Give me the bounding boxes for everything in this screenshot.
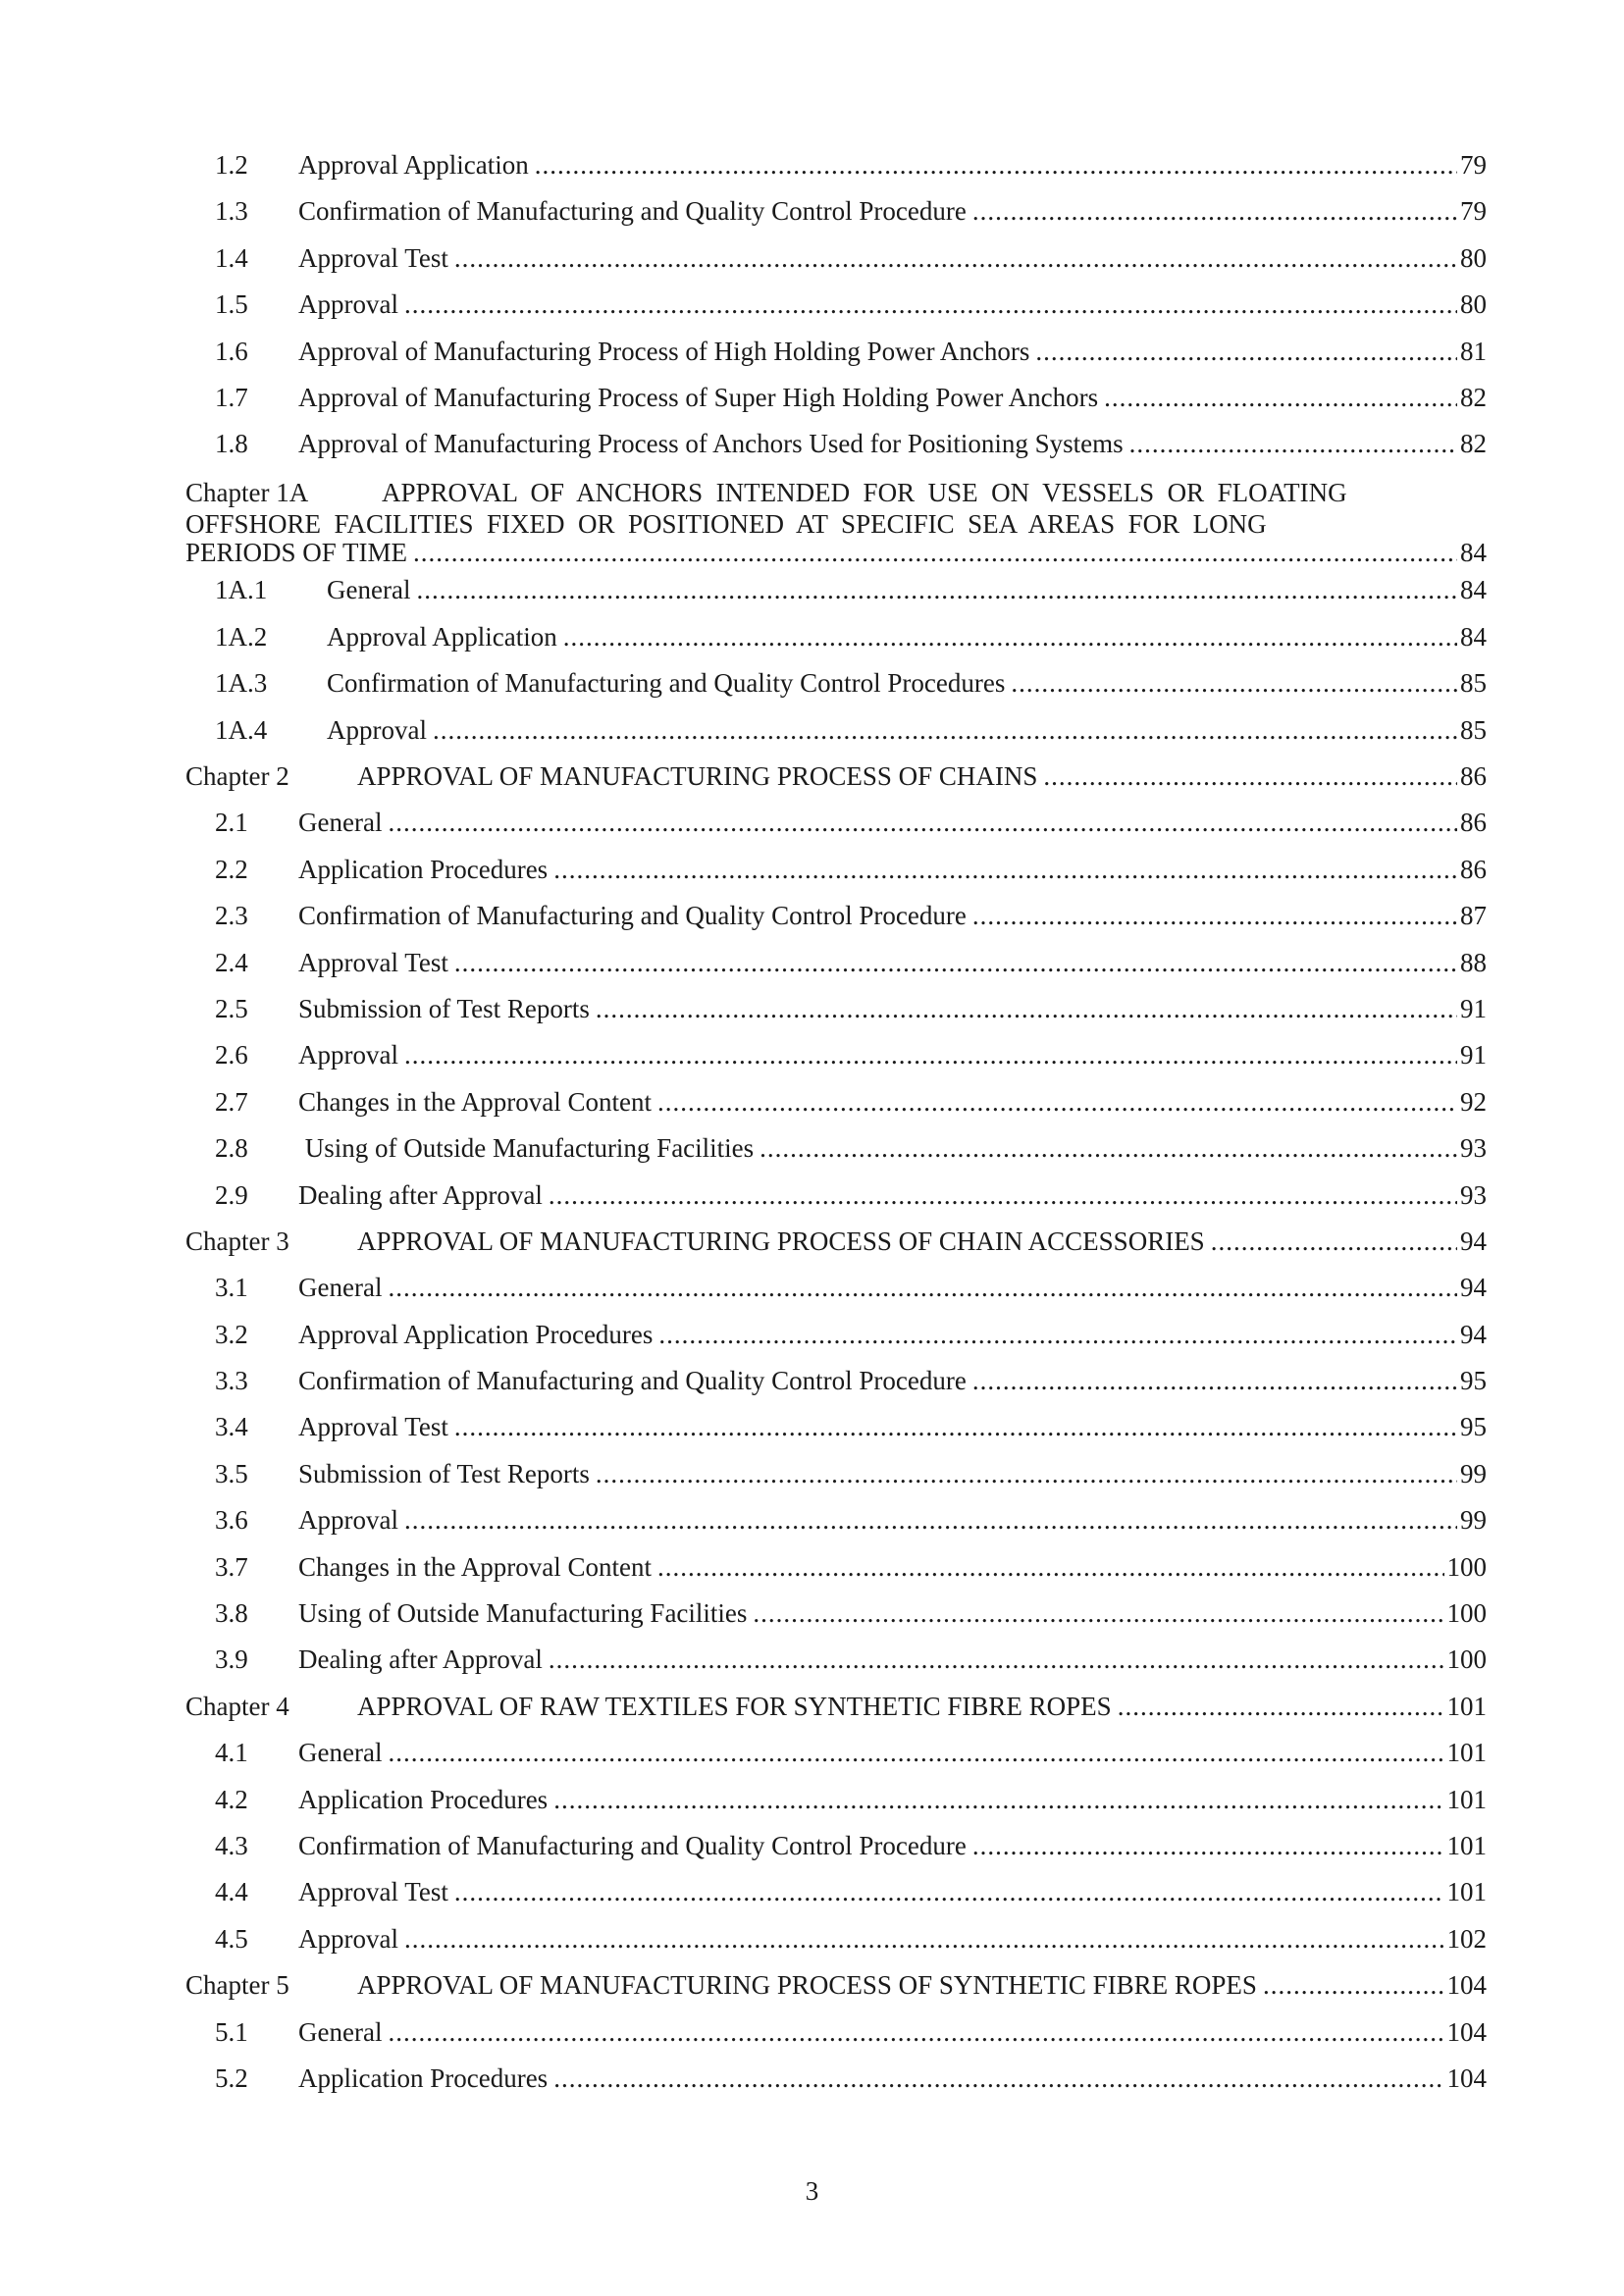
- toc-chapter-heading-3[interactable]: [185, 1228, 1487, 1275]
- toc-entry[interactable]: [185, 903, 1487, 949]
- section-number: 2.6: [215, 1040, 248, 1070]
- chapter-number: Chapter 3: [185, 1226, 289, 1256]
- page-number: 84: [1460, 575, 1487, 605]
- toc-entry[interactable]: [185, 152, 1487, 198]
- page-number: 101: [1446, 1784, 1487, 1814]
- dot-leader: [657, 1554, 1444, 1581]
- section-number: 1.7: [215, 382, 248, 412]
- page-number: 104: [1446, 2062, 1487, 2093]
- section-title: Dealing after Approval: [298, 1179, 543, 1210]
- section-number: 2.3: [215, 901, 248, 931]
- toc-entry[interactable]: [185, 198, 1487, 244]
- section-number: 3.3: [215, 1366, 248, 1396]
- toc-entry[interactable]: [185, 431, 1487, 477]
- page-number: 82: [1460, 382, 1487, 412]
- page-number: 91: [1460, 1040, 1487, 1070]
- page-number: 85: [1460, 714, 1487, 745]
- section-title: General: [298, 2016, 383, 2047]
- toc-entry[interactable]: [185, 1458, 1487, 1507]
- chapter-title: APPROVAL OF MANUFACTURING PROCESS OF SYNTHETIC FIBRE ROPES: [357, 1970, 1257, 2001]
- page-number: 84: [1460, 538, 1487, 568]
- section-title: Using of Outside Manufacturing Facilities: [298, 1598, 748, 1629]
- toc-block-chapter-1: [185, 152, 1487, 478]
- dot-leader: [535, 152, 1457, 179]
- dot-leader: [416, 577, 1457, 603]
- section-number: 3.7: [215, 1551, 248, 1582]
- dot-leader: [1129, 431, 1457, 457]
- chapter-number: Chapter 4: [185, 1691, 289, 1721]
- page-number: 94: [1460, 1226, 1487, 1256]
- page-number: 95: [1460, 1412, 1487, 1442]
- section-title: Confirmation of Manufacturing and Quality Control Procedure: [298, 901, 967, 931]
- dot-leader: [1118, 1694, 1444, 1720]
- toc-chapter-heading-1a[interactable]: [185, 478, 1487, 578]
- section-number: 3.8: [215, 1598, 248, 1629]
- page-number: 93: [1460, 1179, 1487, 1210]
- section-title: Approval of Manufacturing Process of Super High Holding Power Anchors: [298, 382, 1099, 412]
- chapter-title: APPROVAL OF MANUFACTURING PROCESS OF CHAINS: [357, 761, 1038, 792]
- section-number: 3.5: [215, 1458, 248, 1488]
- dot-leader: [1043, 763, 1457, 790]
- toc-entry[interactable]: [185, 382, 1487, 431]
- toc-block-chapter-2: [185, 809, 1487, 1228]
- section-title: Approval Application: [327, 621, 557, 652]
- toc-chapter-heading-5[interactable]: [185, 1972, 1487, 2018]
- chapter-title-line-3: PERIODS OF TIME: [185, 538, 408, 568]
- section-title: Approval Application: [298, 150, 529, 180]
- section-title: Submission of Test Reports: [298, 993, 590, 1023]
- chapter-title: APPROVAL OF MANUFACTURING PROCESS OF CHAIN ACCESSORIES: [357, 1226, 1205, 1256]
- chapter-title-line-1: APPROVAL OF ANCHORS INTENDED FOR USE ON VESSELS OR FLOATING: [382, 477, 1347, 507]
- section-number: 4.4: [215, 1877, 248, 1907]
- section-number: 3.2: [215, 1319, 248, 1349]
- dot-leader: [1104, 385, 1457, 411]
- section-number: 1.6: [215, 336, 248, 366]
- toc-entry[interactable]: [185, 1368, 1487, 1414]
- dot-leader: [596, 996, 1457, 1022]
- dot-leader: [454, 1414, 1457, 1440]
- section-title: Approval Test: [298, 1412, 448, 1442]
- dot-leader: [972, 198, 1457, 225]
- section-number: 1.4: [215, 242, 248, 273]
- section-title: Approval of Manufacturing Process of High Holding Power Anchors: [298, 336, 1030, 366]
- toc-entry[interactable]: [185, 1833, 1487, 1879]
- dot-leader: [404, 1507, 1457, 1534]
- section-title: Approval of Manufacturing Process of Anchors Used for Positioning Systems: [298, 429, 1124, 459]
- section-title: Approval Test: [298, 1877, 448, 1907]
- section-title: Approval Test: [298, 947, 448, 977]
- toc-entry[interactable]: [185, 714, 1487, 763]
- toc-entry[interactable]: [185, 1275, 1487, 1321]
- dot-leader: [454, 1879, 1444, 1905]
- section-number: 3.1: [215, 1273, 248, 1303]
- page-number: 94: [1460, 1273, 1487, 1303]
- section-number: 5.2: [215, 2062, 248, 2093]
- toc-chapter-heading-4[interactable]: [185, 1691, 1487, 1740]
- toc-entry[interactable]: [185, 1600, 1487, 1646]
- toc-entry[interactable]: [185, 670, 1487, 716]
- section-number: 2.5: [215, 993, 248, 1023]
- dot-leader: [404, 1926, 1444, 1953]
- toc-entry[interactable]: [185, 947, 1487, 996]
- toc-entry[interactable]: [185, 242, 1487, 291]
- dot-leader: [753, 1600, 1443, 1627]
- dot-leader: [972, 1833, 1444, 1859]
- table-of-contents: [185, 152, 1487, 2112]
- section-number: 3.4: [215, 1412, 248, 1442]
- dot-leader: [553, 1787, 1443, 1813]
- toc-block-chapter-1a: [185, 577, 1487, 763]
- section-number: 1.8: [215, 429, 248, 459]
- section-number: 1A.2: [215, 621, 268, 652]
- section-title: Confirmation of Manufacturing and Quality Control Procedure: [298, 196, 967, 227]
- page-number: 94: [1460, 1319, 1487, 1349]
- section-number: 1A.4: [215, 714, 268, 745]
- page-number: 86: [1460, 854, 1487, 884]
- toc-block-chapter-4: [185, 1740, 1487, 1972]
- section-title: General: [327, 575, 411, 605]
- dot-leader: [454, 950, 1457, 976]
- page-number: 92: [1460, 1086, 1487, 1117]
- section-title: Approval: [298, 289, 398, 320]
- dot-leader: [1263, 1972, 1444, 1999]
- page-number: 84: [1460, 621, 1487, 652]
- toc-entry[interactable]: [185, 1179, 1487, 1228]
- dot-leader: [563, 624, 1457, 651]
- section-number: 1A.3: [215, 668, 268, 699]
- chapter-title-line-2: OFFSHORE FACILITIES FIXED OR POSITIONED AT SPECIFIC SEA AREAS FOR LONG: [185, 508, 1267, 539]
- dot-leader: [596, 1461, 1457, 1487]
- chapter-number: Chapter 5: [185, 1970, 289, 2001]
- page-number: 100: [1446, 1551, 1487, 1582]
- section-number: 3.9: [215, 1644, 248, 1675]
- section-number: 2.8: [215, 1133, 248, 1164]
- section-number: 2.4: [215, 947, 248, 977]
- page-number: 79: [1460, 196, 1487, 227]
- section-title: Approval: [298, 1923, 398, 1954]
- toc-entry[interactable]: [185, 291, 1487, 338]
- page-number: 88: [1460, 947, 1487, 977]
- toc-entry[interactable]: [185, 1646, 1487, 1693]
- section-number: 2.7: [215, 1086, 248, 1117]
- toc-entry[interactable]: [185, 1551, 1487, 1600]
- page-number: 101: [1446, 1877, 1487, 1907]
- section-title: General: [298, 1738, 383, 1768]
- dot-leader: [657, 1089, 1457, 1116]
- page-number: 102: [1446, 1923, 1487, 1954]
- chapter-number: Chapter 1A: [185, 477, 309, 507]
- page-number: 104: [1446, 1970, 1487, 2001]
- dot-leader: [760, 1135, 1457, 1162]
- toc-entry[interactable]: [185, 577, 1487, 623]
- page-number: 100: [1446, 1644, 1487, 1675]
- section-title: Approval Test: [298, 242, 448, 273]
- toc-entry[interactable]: [185, 1879, 1487, 1925]
- section-number: 1.5: [215, 289, 248, 320]
- section-title: General: [298, 1273, 383, 1303]
- page-footer-number: 3: [805, 2176, 819, 2206]
- section-number: 4.1: [215, 1738, 248, 1768]
- section-number: 4.2: [215, 1784, 248, 1814]
- dot-leader: [972, 903, 1457, 929]
- toc-entry[interactable]: [185, 336, 1487, 385]
- toc-entry[interactable]: [185, 2016, 1487, 2065]
- page-number: 101: [1446, 1831, 1487, 1860]
- section-title: Approval: [327, 714, 427, 745]
- dot-leader: [1011, 670, 1457, 697]
- page-number: 101: [1446, 1738, 1487, 1768]
- dot-leader: [413, 540, 1457, 566]
- toc-entry[interactable]: [185, 993, 1487, 1042]
- dot-leader: [404, 1042, 1457, 1069]
- page-number: 99: [1460, 1505, 1487, 1536]
- section-title: Application Procedures: [298, 854, 549, 884]
- toc-entry[interactable]: [185, 809, 1487, 856]
- dot-leader: [549, 1646, 1444, 1673]
- page-number: 100: [1446, 1598, 1487, 1629]
- section-title: Submission of Test Reports: [298, 1458, 590, 1488]
- section-title: Using of Outside Manufacturing Facilities: [298, 1133, 755, 1164]
- section-number: 2.1: [215, 808, 248, 838]
- page-number: 81: [1460, 336, 1487, 366]
- toc-entry[interactable]: [185, 1042, 1487, 1088]
- toc-block-chapter-5: [185, 2016, 1487, 2113]
- page-number: 80: [1460, 289, 1487, 320]
- dot-leader: [388, 2019, 1443, 2046]
- section-title: Application Procedures: [298, 1784, 549, 1814]
- page-number: 99: [1460, 1458, 1487, 1488]
- section-title: Dealing after Approval: [298, 1644, 543, 1675]
- toc-entry[interactable]: [185, 1923, 1487, 1972]
- section-title: General: [298, 808, 383, 838]
- toc-entry[interactable]: [185, 854, 1487, 903]
- section-title: Changes in the Approval Content: [298, 1551, 652, 1582]
- page-number: 82: [1460, 429, 1487, 459]
- chapter-number: Chapter 2: [185, 761, 289, 792]
- section-number: 3.6: [215, 1505, 248, 1536]
- dot-leader: [1211, 1228, 1457, 1255]
- dot-leader: [1035, 339, 1457, 365]
- section-title: Confirmation of Manufacturing and Quality Control Procedures: [327, 668, 1006, 699]
- page-number: 85: [1460, 668, 1487, 699]
- page-number: 86: [1460, 761, 1487, 792]
- page-number: 80: [1460, 242, 1487, 273]
- dot-leader: [658, 1322, 1457, 1348]
- page-number: 91: [1460, 993, 1487, 1023]
- page-number: 104: [1446, 2016, 1487, 2047]
- page-number: 86: [1460, 808, 1487, 838]
- page-number: 101: [1446, 1691, 1487, 1721]
- dot-leader: [388, 1275, 1457, 1301]
- section-number: 2.2: [215, 854, 248, 884]
- dot-leader: [388, 809, 1457, 836]
- page-number: 87: [1460, 901, 1487, 931]
- section-number: 4.3: [215, 1831, 248, 1860]
- dot-leader: [404, 291, 1457, 318]
- section-number: 5.1: [215, 2016, 248, 2047]
- section-title: Approval Application Procedures: [298, 1319, 654, 1349]
- toc-entry[interactable]: [185, 1086, 1487, 1135]
- section-number: 4.5: [215, 1923, 248, 1954]
- chapter-title: APPROVAL OF RAW TEXTILES FOR SYNTHETIC FIBRE ROPES: [357, 1691, 1112, 1721]
- section-number: 1.3: [215, 196, 248, 227]
- toc-chapter-heading-2[interactable]: [185, 763, 1487, 809]
- toc-entry[interactable]: [185, 1135, 1487, 1181]
- dot-leader: [433, 717, 1457, 744]
- toc-entry[interactable]: [185, 1740, 1487, 1786]
- section-title: Application Procedures: [298, 2062, 549, 2093]
- page-number: 93: [1460, 1133, 1487, 1164]
- section-number: 1A.1: [215, 575, 268, 605]
- toc-entry[interactable]: [185, 1784, 1487, 1833]
- toc-block-chapter-3: [185, 1275, 1487, 1694]
- section-title: Approval: [298, 1505, 398, 1536]
- page-number: 95: [1460, 1366, 1487, 1396]
- section-title: Confirmation of Manufacturing and Quality Control Procedure: [298, 1366, 967, 1396]
- section-title: Approval: [298, 1040, 398, 1070]
- toc-entry[interactable]: [185, 2062, 1487, 2112]
- dot-leader: [972, 1368, 1457, 1394]
- dot-leader: [553, 2065, 1443, 2092]
- page-number: 79: [1460, 150, 1487, 180]
- section-number: 2.9: [215, 1179, 248, 1210]
- dot-leader: [549, 1182, 1457, 1209]
- toc-entry[interactable]: [185, 1414, 1487, 1460]
- dot-leader: [454, 245, 1457, 272]
- section-title: Confirmation of Manufacturing and Quality Control Procedure: [298, 1831, 967, 1860]
- section-number: 1.2: [215, 150, 248, 180]
- dot-leader: [388, 1740, 1443, 1766]
- section-title: Changes in the Approval Content: [298, 1086, 652, 1117]
- toc-entry[interactable]: [185, 1507, 1487, 1553]
- toc-entry[interactable]: [185, 1319, 1487, 1368]
- dot-leader: [553, 857, 1457, 883]
- toc-entry[interactable]: [185, 621, 1487, 670]
